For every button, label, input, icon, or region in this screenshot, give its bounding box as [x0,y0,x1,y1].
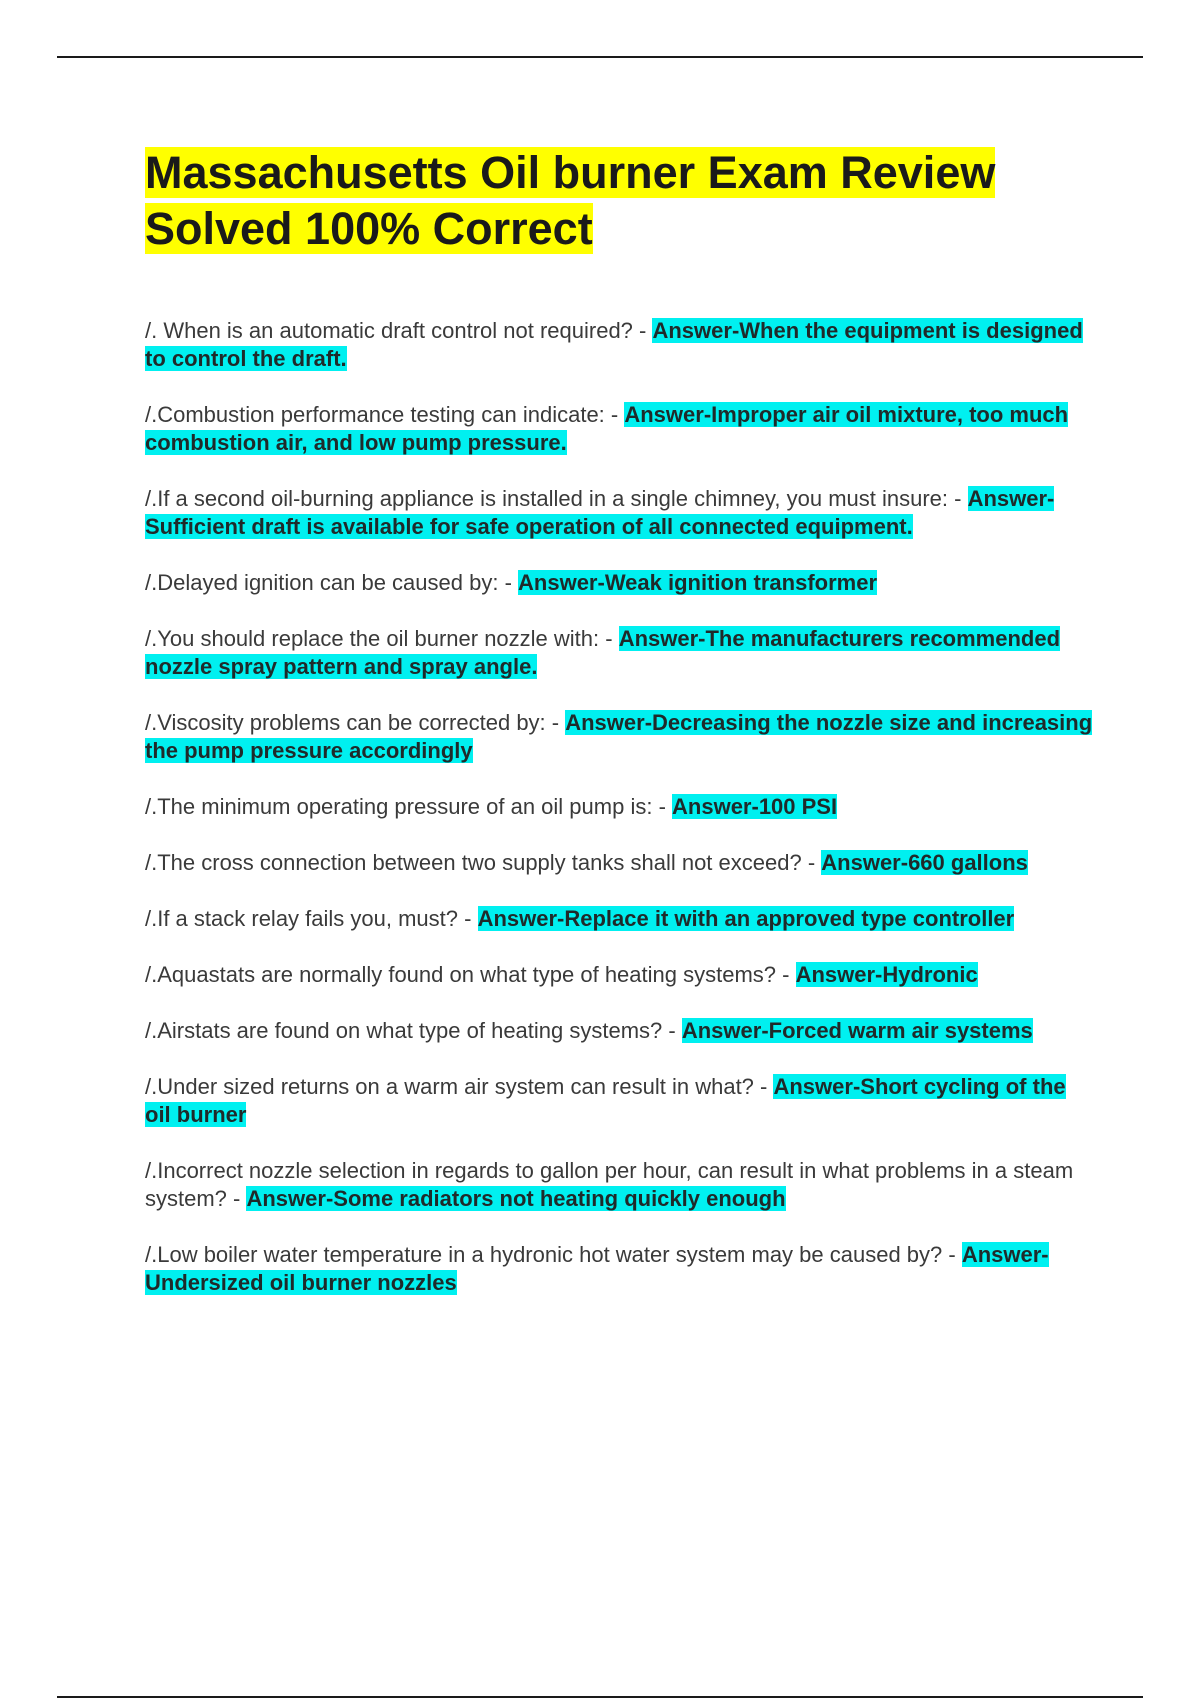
document-body [145,145,1095,1325]
answer-text: Answer-Improper air oil mixture, too much combustion air, and low pump pressure. [145,402,1069,455]
qa-item [145,401,1095,457]
question-text: /.Under sized returns on a warm air system can result in what? - [145,1074,774,1099]
answer-text: Answer-Forced warm air systems [681,1018,1033,1043]
question-text: /.Incorrect nozzle selection in regards to gallon per hour, can result in what problems in a steam system? - [145,1158,1074,1211]
document-title [145,145,1095,257]
qa-item [145,485,1095,541]
question-text: /.Airstats are found on what type of heating systems? - [145,1018,682,1043]
question-text: /.Combustion performance testing can indicate: - [145,402,625,427]
answer-text: Answer-660 gallons [821,850,1028,875]
question-text: /.The cross connection between two supply tanks shall not exceed? - [145,850,822,875]
qa-item [145,1073,1095,1129]
question-text: /.Aquastats are normally found on what type of heating systems? - [145,962,796,987]
qa-list [145,317,1095,1297]
qa-item [145,569,1095,597]
answer-text: Answer-Hydronic [795,962,978,987]
answer-text: Answer-Replace it with an approved type controller [477,906,1015,931]
qa-item [145,905,1095,933]
qa-item [145,625,1095,681]
answer-text: Answer-100 PSI [672,794,838,819]
qa-item [145,317,1095,373]
qa-item [145,793,1095,821]
question-text: /.If a second oil-burning appliance is installed in a single chimney, you must insure: - [145,486,968,511]
answer-text: Answer-When the equipment is designed to control the draft. [145,318,1083,371]
answer-text: Answer-The manufacturers recommended nozzle spray pattern and spray angle. [145,626,1061,679]
answer-text: Answer-Some radiators not heating quickly enough [246,1186,786,1211]
document-title-text: Massachusetts Oil burner Exam Review Solved 100% Correct [145,147,996,254]
qa-item [145,961,1095,989]
qa-item [145,849,1095,877]
question-text: /.Viscosity problems can be corrected by: - [145,710,566,735]
answer-text: Answer-Weak ignition transformer [518,570,878,595]
question-text: /. When is an automatic draft control not required? - [145,318,653,343]
question-text: /.Low boiler water temperature in a hydronic hot water system may be caused by? - [145,1242,962,1267]
question-text: /.Delayed ignition can be caused by: - [145,570,519,595]
qa-item [145,1157,1095,1213]
qa-item [145,1017,1095,1045]
question-text: /.The minimum operating pressure of an oil pump is: - [145,794,673,819]
answer-text: Answer-Undersized oil burner nozzles [145,1242,1049,1295]
top-rule [57,56,1143,58]
qa-item [145,1241,1095,1297]
bottom-rule [57,1696,1143,1698]
answer-text: Answer-Decreasing the nozzle size and increasing the pump pressure accordingly [145,710,1093,763]
answer-text: Answer-Short cycling of the oil burner [145,1074,1066,1127]
answer-text: Answer-Sufficient draft is available for safe operation of all connected equipment. [145,486,1055,539]
question-text: /.If a stack relay fails you, must? - [145,906,478,931]
qa-item [145,709,1095,765]
question-text: /.You should replace the oil burner nozzle with: - [145,626,619,651]
